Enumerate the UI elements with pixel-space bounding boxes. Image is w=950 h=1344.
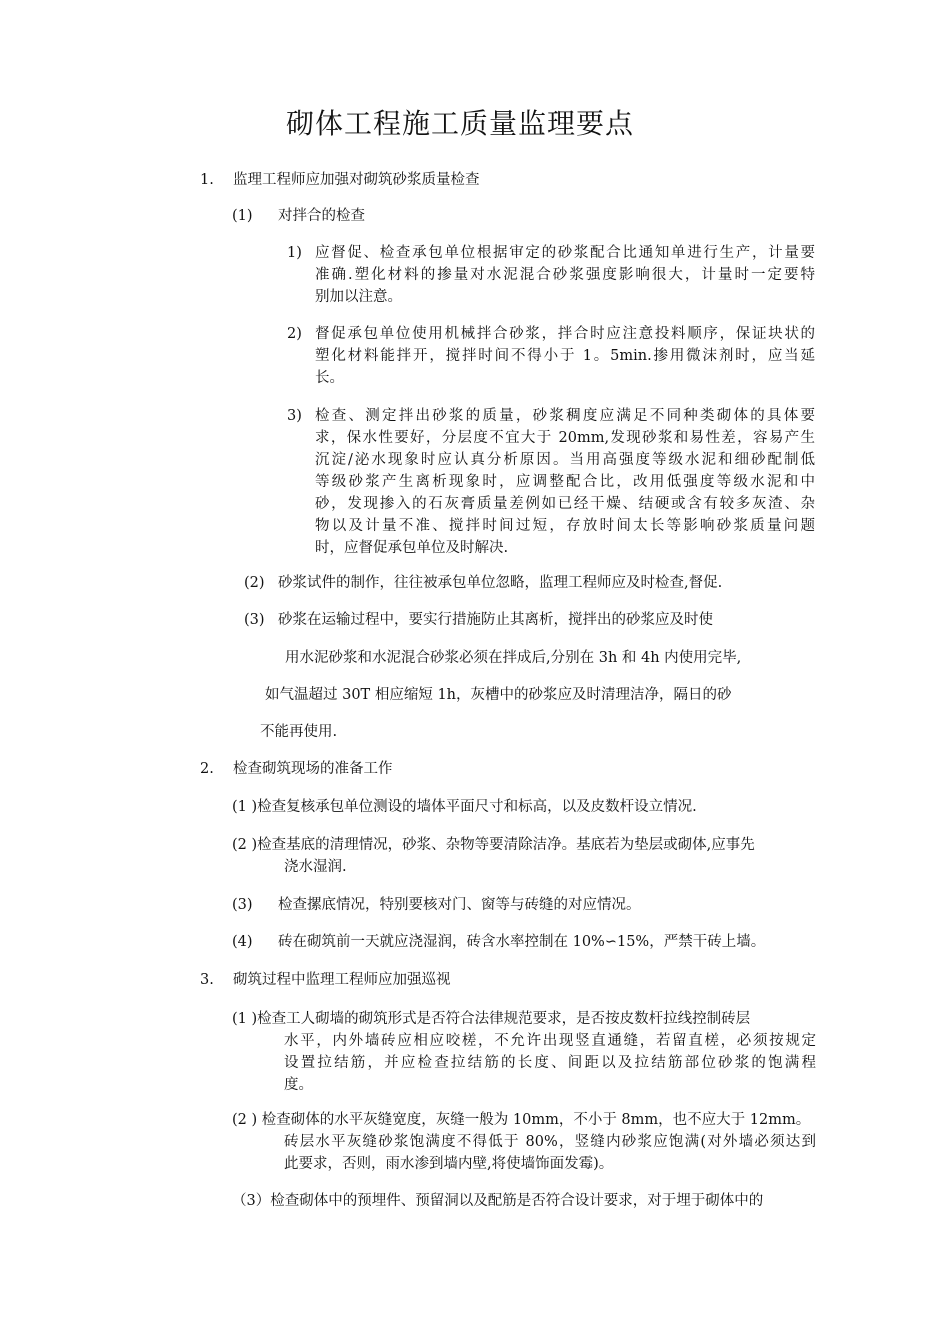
item-3-line: 时，应督促承包单位及时解决. <box>315 540 509 556</box>
document-title: 砌体工程施工质量监理要点 <box>286 107 635 140</box>
section-3-heading: 砌筑过程中监理工程师应加强巡视 <box>233 972 451 988</box>
item-2-number: 2) <box>287 326 302 342</box>
section-1-sub-3-line: 不能再使用. <box>260 724 338 740</box>
item-3-line: 检查、测定拌出砂浆的质量，砂浆稠度应满足不同种类砌体的具体要 <box>315 408 815 424</box>
item-1-line: 应督促、检查承包单位根据审定的砂浆配合比通知单进行生产，计量要 <box>315 245 815 261</box>
item-3-line: 等级砂浆产生离析现象时，应调整配合比，改用低强度等级水泥和中 <box>315 474 815 490</box>
section-2-sub-4-number: (4) <box>232 934 253 950</box>
section-3-number: 3. <box>200 972 214 988</box>
item-3-paragraph <box>315 405 815 559</box>
section-3-sub-2-line: 砖层水平灰缝砂浆饱满度不得低于 80%，竖缝内砂浆应饱满(对外墙必须达到 <box>284 1134 816 1150</box>
section-1-sub-3-line: 砂浆在运输过程中，要实行措施防止其离析，搅拌出的砂浆应及时使 <box>278 612 713 628</box>
item-1-line: 别加以注意。 <box>315 289 402 305</box>
item-1-paragraph <box>315 242 815 308</box>
section-3-sub-3-first-line: （3）检查砌体中的预埋件、预留洞以及配筋是否符合设计要求，对于埋于砌体中的 <box>232 1193 764 1209</box>
section-1-sub-1-number: (1) <box>232 208 253 224</box>
item-3-line: 沉淀/泌水现象时应认真分析原因。当用高强度等级水泥和细砂配制低 <box>315 452 815 468</box>
item-2-line: 塑化材料能拌开，搅拌时间不得小于 1。5min.掺用微沫剂时，应当延 <box>315 348 815 364</box>
section-3-sub-1-first-line: (1 )检查工人砌墙的砌筑形式是否符合法律规范要求，是否按皮数杆拉线控制砖层 <box>232 1011 751 1027</box>
item-3-line: 砂，发现掺入的石灰膏质量差例如已经干燥、结硬或含有较多灰渣、杂 <box>315 496 815 512</box>
section-2-sub-1-text: (1 )检查复核承包单位测设的墙体平面尺寸和标高，以及皮数杆设立情况. <box>232 799 697 815</box>
section-1-number: 1. <box>200 172 214 188</box>
section-2-sub-3-text: 检查摞底情况，特别要核对门、窗等与砖缝的对应情况。 <box>278 897 641 913</box>
item-2-line: 长。 <box>315 370 344 386</box>
section-1-sub-1-heading: 对拌合的检查 <box>278 208 365 224</box>
item-2-line: 督促承包单位使用机械拌合砂浆，拌合时应注意投料顺序，保证块状的 <box>315 326 815 342</box>
section-3-sub-2-paragraph <box>284 1131 816 1175</box>
section-3-sub-1-line: 度。 <box>284 1077 313 1093</box>
section-1-heading: 监理工程师应加强对砌筑砂浆质量检查 <box>233 172 480 188</box>
item-3-number: 3) <box>287 408 302 424</box>
section-3-sub-2-first-line: (2 ) 检查砌体的水平灰缝宽度，灰缝一般为 10mm，不小于 8mm，也不应大于 12mm。 <box>232 1112 811 1128</box>
section-2-sub-2-line: (2 )检查基底的清理情况，砂浆、杂物等要清除洁净。基底若为垫层或砌体,应事先 <box>232 837 755 853</box>
section-1-sub-3-line: 用水泥砂浆和水泥混合砂浆必须在拌成后,分别在 3h 和 4h 内使用完毕, <box>285 650 742 666</box>
item-2-paragraph <box>315 323 815 389</box>
section-1-sub-2-number: (2) <box>244 575 265 591</box>
section-2-sub-4-text: 砖在砌筑前一天就应浇湿润，砖含水率控制在 10%∽15%，严禁干砖上墙。 <box>278 934 766 950</box>
section-3-sub-2-line: 此要求，否则，雨水渗到墙内壁,将使墙饰面发霉)。 <box>284 1156 614 1172</box>
section-1-sub-2-text: 砂浆试件的制作，往往被承包单位忽略，监理工程师应及时检查,督促. <box>278 575 723 591</box>
item-1-number: 1) <box>287 245 302 261</box>
section-2-number: 2. <box>200 761 214 777</box>
section-2-sub-2-line: 浇水湿润. <box>284 859 347 875</box>
section-1-sub-3-number: (3) <box>244 612 265 628</box>
item-3-line: 物以及计量不准、搅拌时间过短，存放时间太长等影响砂浆质量问题 <box>315 518 815 534</box>
item-1-line: 准确.塑化材料的掺量对水泥混合砂浆强度影响很大，计量时一定要特 <box>315 267 815 283</box>
section-2-sub-3-number: (3) <box>232 897 253 913</box>
section-3-sub-1-paragraph <box>284 1030 816 1096</box>
section-3-sub-1-line: 水平，内外墙砖应相应咬槎，不允许出现竖直通缝，若留直槎，必须按规定 <box>284 1033 816 1049</box>
item-3-line: 求，保水性要好，分层度不宜大于 20mm,发现砂浆和易性差，容易产生 <box>315 430 815 446</box>
section-3-sub-1-line: 设置拉结筋，并应检查拉结筋的长度、间距以及拉结筋部位砂浆的饱满程 <box>284 1055 816 1071</box>
section-2-heading: 检查砌筑现场的准备工作 <box>233 761 393 777</box>
section-1-sub-3-line: 如气温超过 30T 相应缩短 1h，灰槽中的砂浆应及时清理洁净，隔日的砂 <box>265 687 732 703</box>
